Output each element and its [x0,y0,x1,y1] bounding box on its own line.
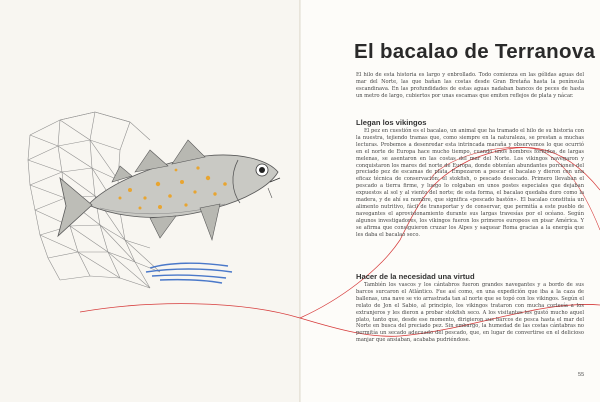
intro-paragraph: El hilo de esta historia es largo y enbrollado. Todo comienza en las gélidas aguas del mar del Norte, las que bañan las costas desde Gran Bretaña hasta la península escandinava. En las profundidades de estas aguas nadaban bancos de peces de hasta un metro de largo, cubiertos por unas escamas que emiten reflejos de plata y nácar. [356,72,584,99]
water-scribble [146,263,232,283]
cod-in-fishing-net-icon [0,0,299,402]
page-title: El bacalao de Terranova [354,40,596,63]
section-necessity-paragraph: También los vascos y los cántabros fueron grandes navegantes y a bordo de sus barcos surcaron el Atlántico. Fue así como, en una expedición que iba a la caza de ballenas, una nave se vio arrastrada tan al norte que se topó con los vikingos. Según el relato de Jon el Sabio, al principio, los vikingos trataron con mucha cortesía a los extranjeros y les dieron a probar stokfish seco. A los visitantes les gustó mucho aquel plato, tanto que, desde ese momento, dirigieron sus barcos de pesca hasta el mar del Norte en busca del preciado pez. Sin embargo, la humedad de las costas cántabras no permitía un secado adecuado del pescado, que, en lugar de convertirse en el delicioso manjar que ansiaban, acababa pudriéndose. [356,282,584,344]
section-vikings [356,128,584,239]
page-number: 55 [578,372,585,378]
section-vikings-paragraph: El pez en cuestión es el bacalao, un animal que ha tramado el hilo de su historia con la nuestra, tejiendo tramas que, como siempre en la naturaleza, se prestan a muchas lecturas. Probemos a desenredar esta intrincada maraña y observemos lo que ocurrió en el norte de Europa hace mucho tiempo, cuando unos hombres fornidos, de largas melenas, se asentaron en las costas del mar del Norte. Los vikingos navegaron y conquistaron los mares del norte de Europa, donde obtenían abundantes porciones del preciado pez de escamas de plata. Empezaron a pescar el bacalao y dieron con una eficaz técnica de conservación: el stokfish, o pescado desecado. Primero llevaban el pescado a tierra firme, y luego lo colgaban en unos postes especiales que dejaban expuestos al sol y al viento del norte; de esta forma, el bacalao quedaba duro como la madera, y de ahí su nombre, que significa «pescado bastón». El bacalao constituía un alimento nutritivo, fácil de transportar y de conservar, que permitía a este pueblo de navegantes el aprovisionamiento durante sus largas travesías por el océano. Según algunos investigadores, los vikingos fueron los primeros europeos en pisar América. Y se afirma que consiguieron cruzar los Alpes y saquear Roma gracias a la energía que les daba el bacalao seco. [356,128,584,238]
section-heading-necessity: Hacer de la necesidad una virtud [356,272,475,281]
section-heading-vikings: Llegan los vikingos [356,118,427,127]
section-necessity [356,282,584,344]
